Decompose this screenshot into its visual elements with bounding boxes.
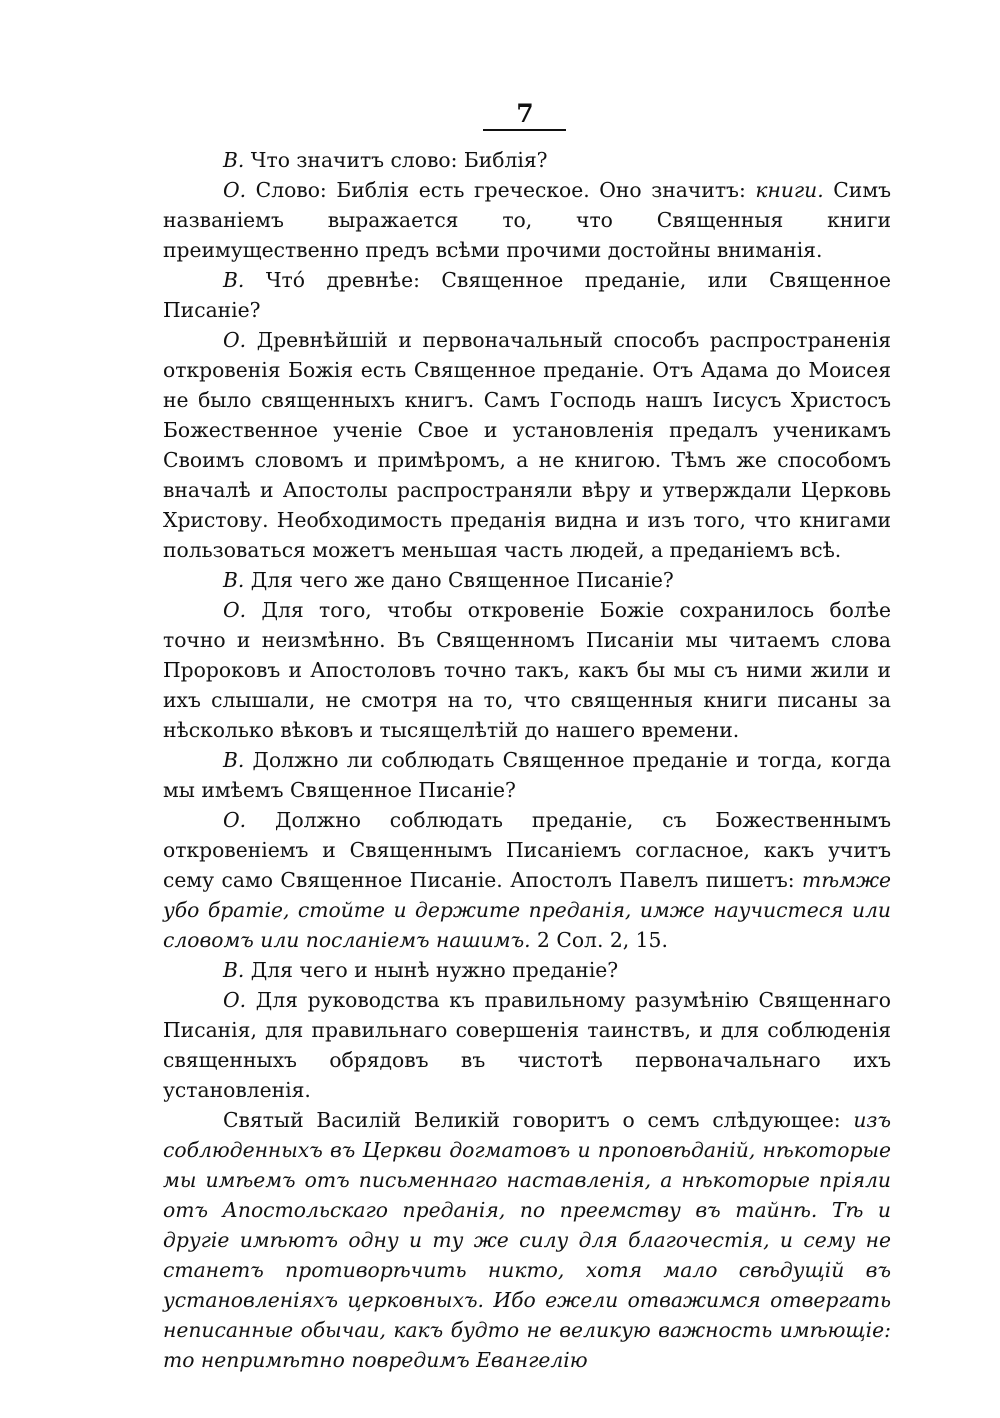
question-text: Что значитъ слово: Библія?: [244, 148, 548, 172]
question-mark: В.: [223, 748, 245, 772]
answer-text: Для руководства къ правильному разумѣнію Священнаго Писанія, для правильнаго совершенія таинствъ, и для соблюденія священныхъ обрядовъ въ чистотѣ первоначальнаго ихъ установленія.: [163, 988, 891, 1102]
answer-mark: О.: [223, 808, 247, 832]
question-mark: В.: [223, 568, 245, 592]
answer-paragraph: [163, 805, 891, 955]
answer-text: Слово: Библія есть греческое. Оно значитъ:: [246, 178, 756, 202]
answer-mark: О.: [223, 598, 247, 622]
question-paragraph: [163, 145, 891, 175]
answer-italic-text: книги.: [755, 178, 824, 202]
quotation-intro: Святый Василій Великій говоритъ о семъ слѣдующее:: [223, 1108, 854, 1132]
question-text: Для чего и нынѣ нужно преданіе?: [244, 958, 619, 982]
answer-text: Древнѣйшій и первоначальный способъ распространенія откровенія Божія есть Священное преданіе. Отъ Адама до Моисея не было священныхъ книгъ. Самъ Господь нашъ Іисусъ Христосъ Божественное ученіе Свое и установленія предалъ ученикамъ Своимъ словомъ и примѣромъ, а не книгою. Тѣмъ же способомъ вначалѣ и Апостолы распространяли вѣру и утверждали Церковь Христову. Необходимость преданія видна и изъ того, что книгами пользоваться можетъ меньшая часть людей, а преданіемъ всѣ.: [163, 328, 891, 562]
page-number: 7: [516, 99, 534, 128]
answer-text-continued: Симъ названіемъ выражается то, что Священныя книги преимущественно предъ всѣми прочими достойны вниманія.: [163, 178, 891, 262]
answer-paragraph: [163, 595, 891, 745]
question-paragraph: [163, 745, 891, 805]
question-paragraph: [163, 565, 891, 595]
scripture-reference: 2 Сол. 2, 15.: [530, 928, 668, 952]
answer-mark: О.: [223, 328, 247, 352]
answer-paragraph: [163, 985, 891, 1105]
question-mark: В.: [223, 148, 245, 172]
basil-quotation: изъ соблюденныхъ въ Церкви догматовъ и проповѣданій, нѣкоторые мы имѣемъ отъ письменнаго наставленія, а нѣкоторые пріяли отъ Апостольскаго преданія, по преемству въ тайнѣ. Тѣ и другіе имѣютъ одну и ту же силу для благочестія, и сему не станетъ противорѣчить никто, хотя мало свѣдущій въ установленіяхъ церковныхъ. Ибо ежели отважимся отвергать неписанные обычаи, какъ будто не великую важность имѣющіе: то непримѣтно повредимъ Евангелію: [163, 1108, 891, 1372]
question-mark: В.: [223, 268, 245, 292]
question-paragraph: [163, 955, 891, 985]
answer-text: Для того, чтобы откровеніе Божіе сохранилось болѣе точно и неизмѣнно. Въ Священномъ Писаніи мы читаемъ слова Пророковъ и Апостоловъ точно такъ, какъ бы мы съ ними жили и ихъ слышали, не смотря на то, что священныя книги писаны за нѣсколько вѣковъ и тысящелѣтій до нашего времени.: [163, 598, 891, 742]
question-mark: В.: [223, 958, 245, 982]
answer-mark: О.: [223, 988, 247, 1012]
page-text: [163, 145, 891, 1375]
question-text: Что́ древнѣе: Священное преданіе, или Священное Писаніе?: [163, 268, 891, 322]
scripture-quote: тѣмже убо братіе, стойте и держите преданія, имже научистеся или словомъ или посланіемъ нашимъ.: [163, 868, 891, 952]
question-paragraph: [163, 265, 891, 325]
question-text: Должно ли соблюдать Священное преданіе и тогда, когда мы имѣемъ Священное Писаніе?: [163, 748, 891, 802]
answer-paragraph: [163, 175, 891, 265]
answer-paragraph: [163, 325, 891, 565]
answer-mark: О.: [223, 178, 247, 202]
question-text: Для чего же дано Священное Писаніе?: [244, 568, 674, 592]
answer-text: Должно соблюдать преданіе, съ Божественнымъ откровеніемъ и Священнымъ Писаніемъ согласное, какъ учитъ сему само Священное Писаніе. Апостолъ Павелъ пишетъ:: [163, 808, 891, 892]
quotation-paragraph: [163, 1105, 891, 1375]
page-number-rule: [483, 129, 566, 131]
